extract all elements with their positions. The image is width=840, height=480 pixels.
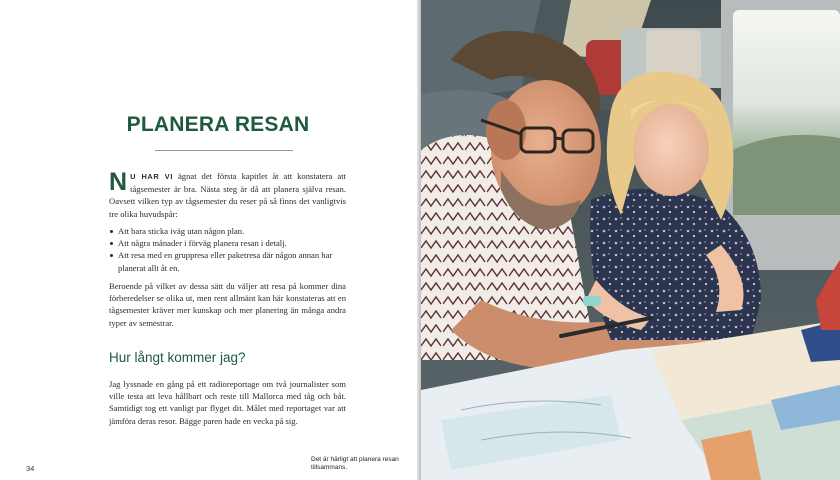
body-paragraph-3: Jag lyssnade en gång på ett radioreportage om två journalister som ville testa att leva hållbart och reste till Mallorca med tåg och båt. Samtidigt tog ett vanligt par flyget dit. Målet med reportaget var att jämföra deras resor. Bägge paren hade en vecka på sig. xyxy=(109,379,346,426)
bullet-list xyxy=(109,225,349,274)
drop-cap: N xyxy=(109,168,128,196)
left-page xyxy=(0,0,419,480)
photo-illustration xyxy=(421,0,840,480)
page-number: 34 xyxy=(26,464,35,473)
photo-father-daughter-on-train xyxy=(421,0,840,480)
chapter-title: PLANERA RESAN xyxy=(126,113,310,136)
title-divider xyxy=(155,150,293,151)
photo-caption: Det är härligt att planera resan tillsammans. xyxy=(311,456,399,472)
bullet-item: Att resa med en gruppresa eller paketresa där någon annan har planerat allt åt en. xyxy=(109,249,349,273)
intro-paragraph xyxy=(109,170,346,220)
bullet-item: Att bara sticka iväg utan någon plan. xyxy=(109,225,349,237)
bullet-item: Att några månader i förväg planera resan i detalj. xyxy=(109,237,349,249)
body-paragraph-2: Beroende på vilket av dessa sätt du väljer att resa på kommer dina förberedelser se olika ut, men rent allmänt kan här konstateras att en tågsemester kräver mer kunskap och mer planering än många andra typer av semestrar. xyxy=(109,281,346,328)
intro-text: ägnat det första kapitlet åt att konstatera att tågsemester är bra. Nästa steg är då att planera själva resan. Oavsett vilken typ av tågsemester du reser på så finns det vanligtvis tre olika huvudspår: xyxy=(109,171,346,219)
lead-in-text: U HAR VI xyxy=(130,172,173,181)
section-subheading: Hur långt kommer jag? xyxy=(109,350,246,365)
